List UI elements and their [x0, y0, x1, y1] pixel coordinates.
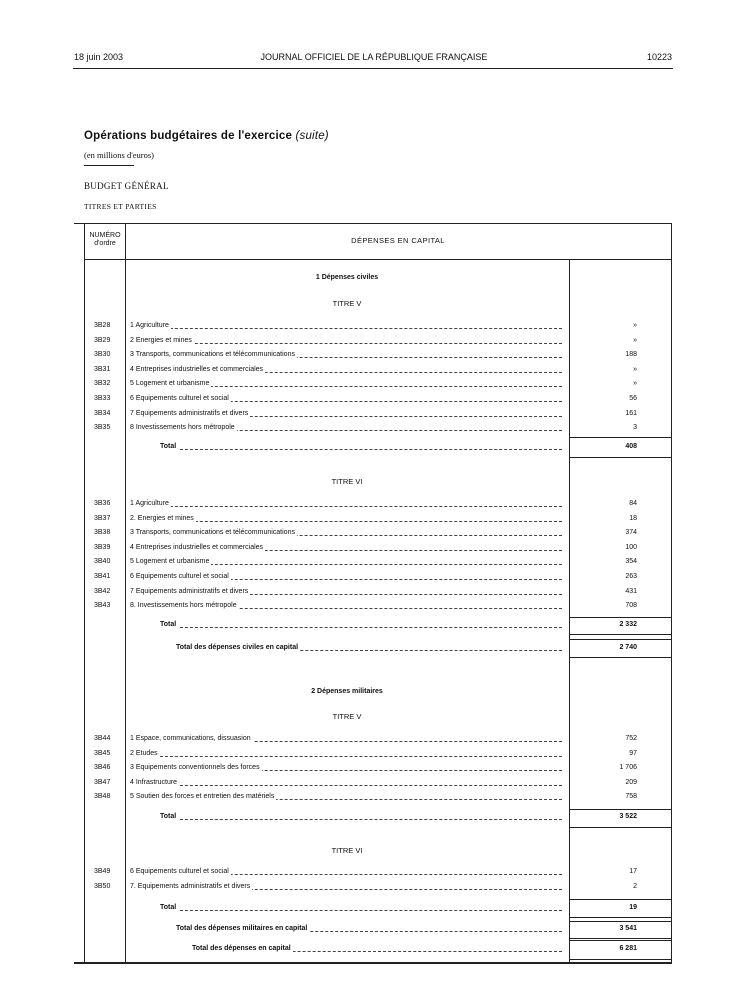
row-code: 3B48 — [94, 793, 111, 801]
row-code: 3B30 — [94, 351, 111, 359]
row-code: 3B31 — [94, 365, 111, 373]
table-row — [74, 379, 671, 389]
row-code: 3B45 — [94, 749, 111, 757]
civil-grand-total: Total des dépenses civiles en capital 2 740 — [176, 644, 637, 651]
military-grand-total: Total des dépenses militaires en capital 3 541 — [176, 925, 637, 932]
row-value: 100 — [625, 543, 637, 551]
row-value: 161 — [625, 409, 637, 417]
row-value: 708 — [625, 602, 637, 610]
row-label: 4 Infrastructure — [130, 778, 562, 788]
table-row — [74, 867, 671, 877]
row-value: 374 — [625, 529, 637, 537]
row-label: 1 Agriculture — [130, 321, 562, 331]
row-value: 18 — [629, 514, 637, 522]
row-value: » — [633, 322, 637, 329]
civil-titre-v-total: Total 408 — [160, 443, 637, 450]
row-label: 8 Investissements hors métropole — [130, 423, 562, 433]
civil-titre-v-heading: TITRE V — [332, 299, 362, 308]
expenditure-table — [74, 223, 672, 964]
row-label: 2 Etudes — [130, 749, 562, 759]
table-row — [74, 572, 671, 582]
row-label: 3 Transports, communications et télécommunications — [130, 528, 562, 538]
row-value: 758 — [625, 793, 637, 801]
row-value: 17 — [629, 868, 637, 875]
row-label: 7. Equipements administratifs et divers — [130, 882, 562, 892]
units-note: (en millions d'euros) — [84, 150, 154, 160]
row-value: 263 — [625, 573, 637, 580]
row-code: 3B35 — [94, 424, 111, 432]
table-row — [74, 394, 671, 404]
row-label: 1 Espace, communications, dissuasion — [130, 734, 562, 744]
table-row — [74, 734, 671, 744]
row-value: » — [633, 380, 637, 388]
row-label: 5 Logement et urbanisme — [130, 379, 562, 389]
row-label: 2 Energies et mines — [130, 336, 562, 346]
row-value: 2 — [633, 882, 637, 890]
page-title — [84, 130, 329, 142]
table-row — [74, 499, 671, 509]
section-civil: 1 Dépenses civiles — [315, 274, 379, 281]
military-titre-v-heading: TITRE V — [332, 712, 362, 721]
row-code: 3B49 — [94, 868, 111, 875]
header-journal: JOURNAL OFFICIEL DE LA RÉPUBLIQUE FRANÇAISE — [260, 52, 488, 62]
row-label: 7 Equipements administratifs et divers — [130, 587, 562, 597]
row-value: 97 — [629, 749, 637, 757]
table-row — [74, 514, 671, 524]
units-rule — [84, 165, 134, 166]
row-label: 6 Equipements culturel et social — [130, 394, 562, 404]
row-label: 7 Equipements administratifs et divers — [130, 409, 562, 419]
row-value: 209 — [625, 778, 637, 786]
row-label: 3 Equipements conventionnels des forces — [130, 763, 562, 773]
row-label: 1 Agriculture — [130, 499, 562, 509]
table-row — [74, 557, 671, 567]
table-row — [74, 763, 671, 773]
section-military: 2 Dépenses militaires — [311, 688, 383, 695]
row-code: 3B29 — [94, 336, 111, 344]
row-value: 56 — [629, 395, 637, 402]
row-label: 2. Energies et mines — [130, 514, 562, 524]
row-code: 3B46 — [94, 764, 111, 772]
row-code: 3B41 — [94, 573, 111, 580]
table-row — [74, 350, 671, 360]
row-label: 6 Equipements culturel et social — [130, 867, 562, 877]
budget-label: BUDGET GÉNÉRAL — [84, 181, 169, 191]
military-titre-vi-heading: TITRE VI — [331, 846, 363, 855]
row-value: 354 — [625, 558, 637, 566]
row-label: 4 Entreprises industrielles et commerciales — [130, 543, 562, 553]
row-value: 1 706 — [619, 764, 637, 772]
header-page-number: 10223 — [646, 52, 672, 62]
row-code: 3B36 — [94, 500, 111, 507]
row-label: 5 Logement et urbanisme — [130, 557, 562, 567]
row-value: 84 — [629, 500, 637, 507]
row-code: 3B44 — [94, 735, 111, 742]
row-label: 8. Investissements hors métropole — [130, 601, 562, 611]
header-row-rule — [84, 259, 671, 260]
row-code: 3B32 — [94, 380, 111, 388]
col-header-main: DÉPENSES EN CAPITAL — [351, 236, 445, 245]
row-label: 3 Transports, communications et télécommunications — [130, 350, 562, 360]
table-row — [74, 601, 671, 611]
row-code: 3B47 — [94, 778, 111, 786]
row-code: 3B43 — [94, 602, 111, 610]
header-rule — [73, 68, 673, 69]
civil-titre-vi-heading: TITRE VI — [331, 477, 363, 486]
header-date: 18 juin 2003 — [74, 52, 124, 62]
col-header-order: NUMÉRO d'ordre — [89, 232, 121, 247]
table-row — [74, 336, 671, 346]
table-row — [74, 778, 671, 788]
table-row — [74, 365, 671, 375]
title-main: Opérations budgétaires de l'exercice — [84, 130, 293, 142]
row-value: 431 — [625, 587, 637, 595]
row-label: 6 Equipements culturel et social — [130, 572, 562, 582]
row-value: 188 — [625, 351, 637, 359]
row-value: » — [633, 365, 637, 373]
table-row — [74, 882, 671, 892]
civil-titre-vi-total: Total 2 332 — [160, 621, 637, 628]
row-code: 3B38 — [94, 529, 111, 537]
row-code: 3B40 — [94, 558, 111, 566]
table-row — [74, 409, 671, 419]
table-row — [74, 528, 671, 538]
title-suffix: (suite) — [295, 130, 329, 142]
table-row — [74, 423, 671, 433]
parts-label: TITRES ET PARTIES — [84, 202, 157, 211]
table-row — [74, 587, 671, 597]
row-code: 3B37 — [94, 514, 111, 522]
table-row — [74, 321, 671, 331]
row-code: 3B42 — [94, 587, 111, 595]
table-row — [74, 792, 671, 802]
row-code: 3B39 — [94, 543, 111, 551]
row-code: 3B50 — [94, 882, 111, 890]
table-row — [74, 749, 671, 759]
military-titre-v-total: Total 3 522 — [160, 813, 637, 820]
row-value: 752 — [625, 735, 637, 742]
overall-total: Total des dépenses en capital 6 281 — [192, 945, 637, 952]
row-value: 3 — [633, 424, 637, 432]
table-row — [74, 543, 671, 553]
row-code: 3B34 — [94, 409, 111, 417]
row-value: » — [633, 336, 637, 344]
row-label: 5 Soutien des forces et entretien des matériels — [130, 792, 562, 802]
row-label: 4 Entreprises industrielles et commerciales — [130, 365, 562, 375]
row-code: 3B28 — [94, 322, 111, 329]
row-code: 3B33 — [94, 395, 111, 402]
military-titre-vi-total: Total 19 — [160, 904, 637, 911]
